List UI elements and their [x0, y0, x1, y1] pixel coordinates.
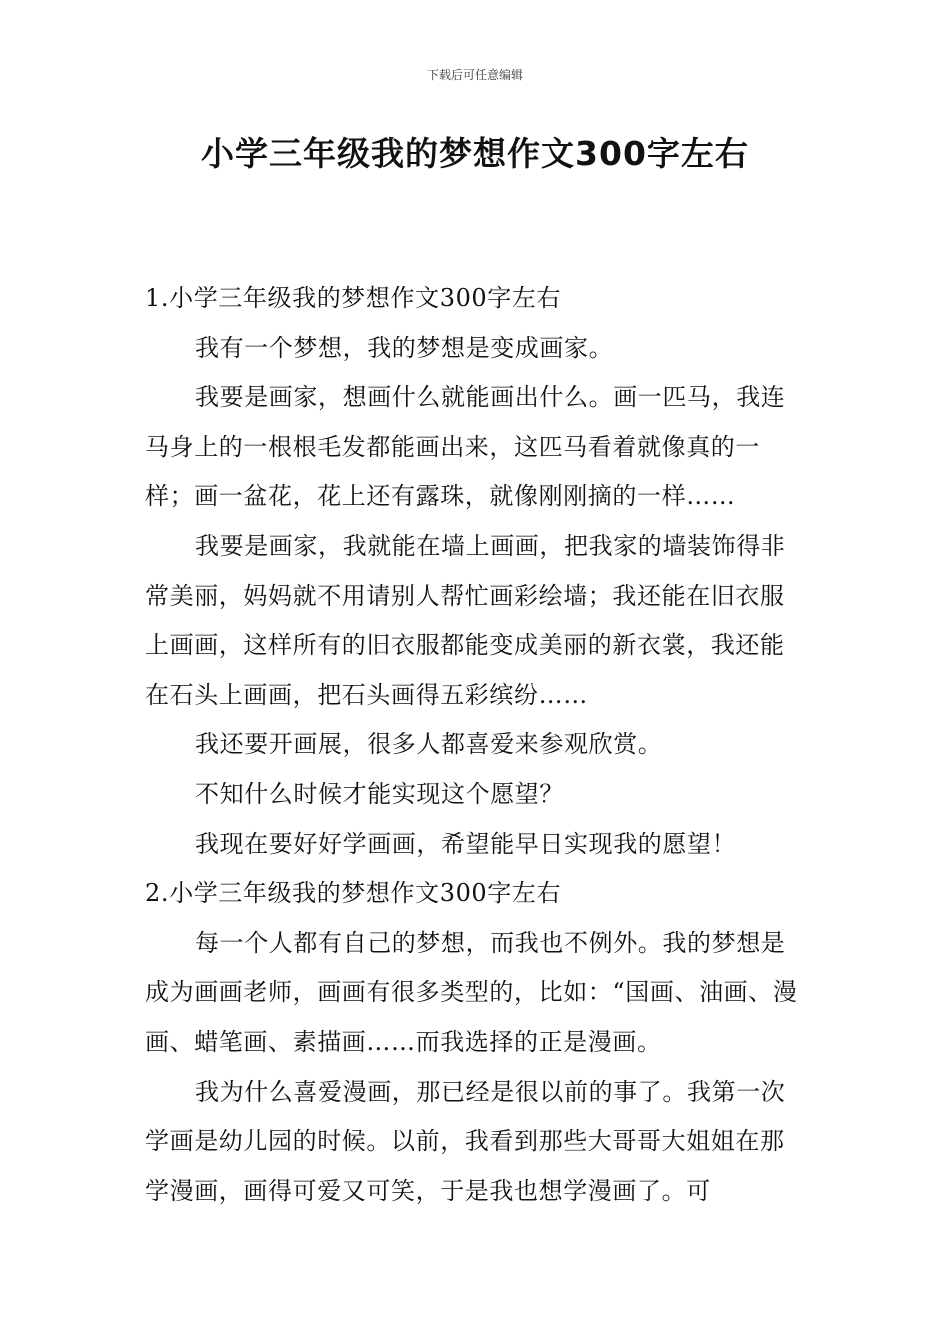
paragraph: 我有一个梦想，我的梦想是变成画家。 — [195, 333, 614, 362]
paragraph: 我为什么喜爱漫画，那已经是很以前的事了。我第一次学画是幼儿园的时候。以前，我看到那些大哥哥大姐姐在那学漫画，画得可爱又可笑，于是我也想学漫画了。可 — [145, 1077, 786, 1205]
paragraph: 我现在要好好学画画，希望能早日实现我的愿望！ — [195, 829, 737, 858]
header-note: 下载后可任意编辑 — [426, 68, 523, 82]
paragraph: 我还要开画展，很多人都喜爱来参观欣赏。 — [195, 730, 663, 759]
page-title: 小学三年级我的梦想作文300字左右 — [201, 134, 749, 173]
paragraph: 每一个人都有自己的梦想，而我也不例外。我的梦想是成为画画老师，画画有很多类型的，比如：“国画、油画、漫画、蜡笔画、素描画……而我选择的正是漫画。 — [145, 928, 798, 1056]
section-heading-2: 2.小学三年级我的梦想作文300字左右 — [145, 879, 562, 908]
document-body — [145, 274, 807, 1216]
paragraph: 不知什么时候才能实现这个愿望？ — [195, 779, 564, 808]
section-heading-1: 1.小学三年级我的梦想作文300字左右 — [145, 284, 562, 312]
paragraph: 我要是画家，想画什么就能画出什么。画一匹马，我连马身上的一根根毛发都能画出来，这匹马看着就像真的一样；画一盆花，花上还有露珠，就像刚刚摘的一样…… — [145, 383, 786, 511]
paragraph: 我要是画家，我就能在墙上画画，把我家的墙装饰得非常美丽，妈妈就不用请别人帮忙画彩绘墙；我还能在旧衣服上画画，这样所有的旧衣服都能变成美丽的新衣裳，我还能在石头上画画，把石头画得五彩缤纷…… — [145, 531, 786, 709]
